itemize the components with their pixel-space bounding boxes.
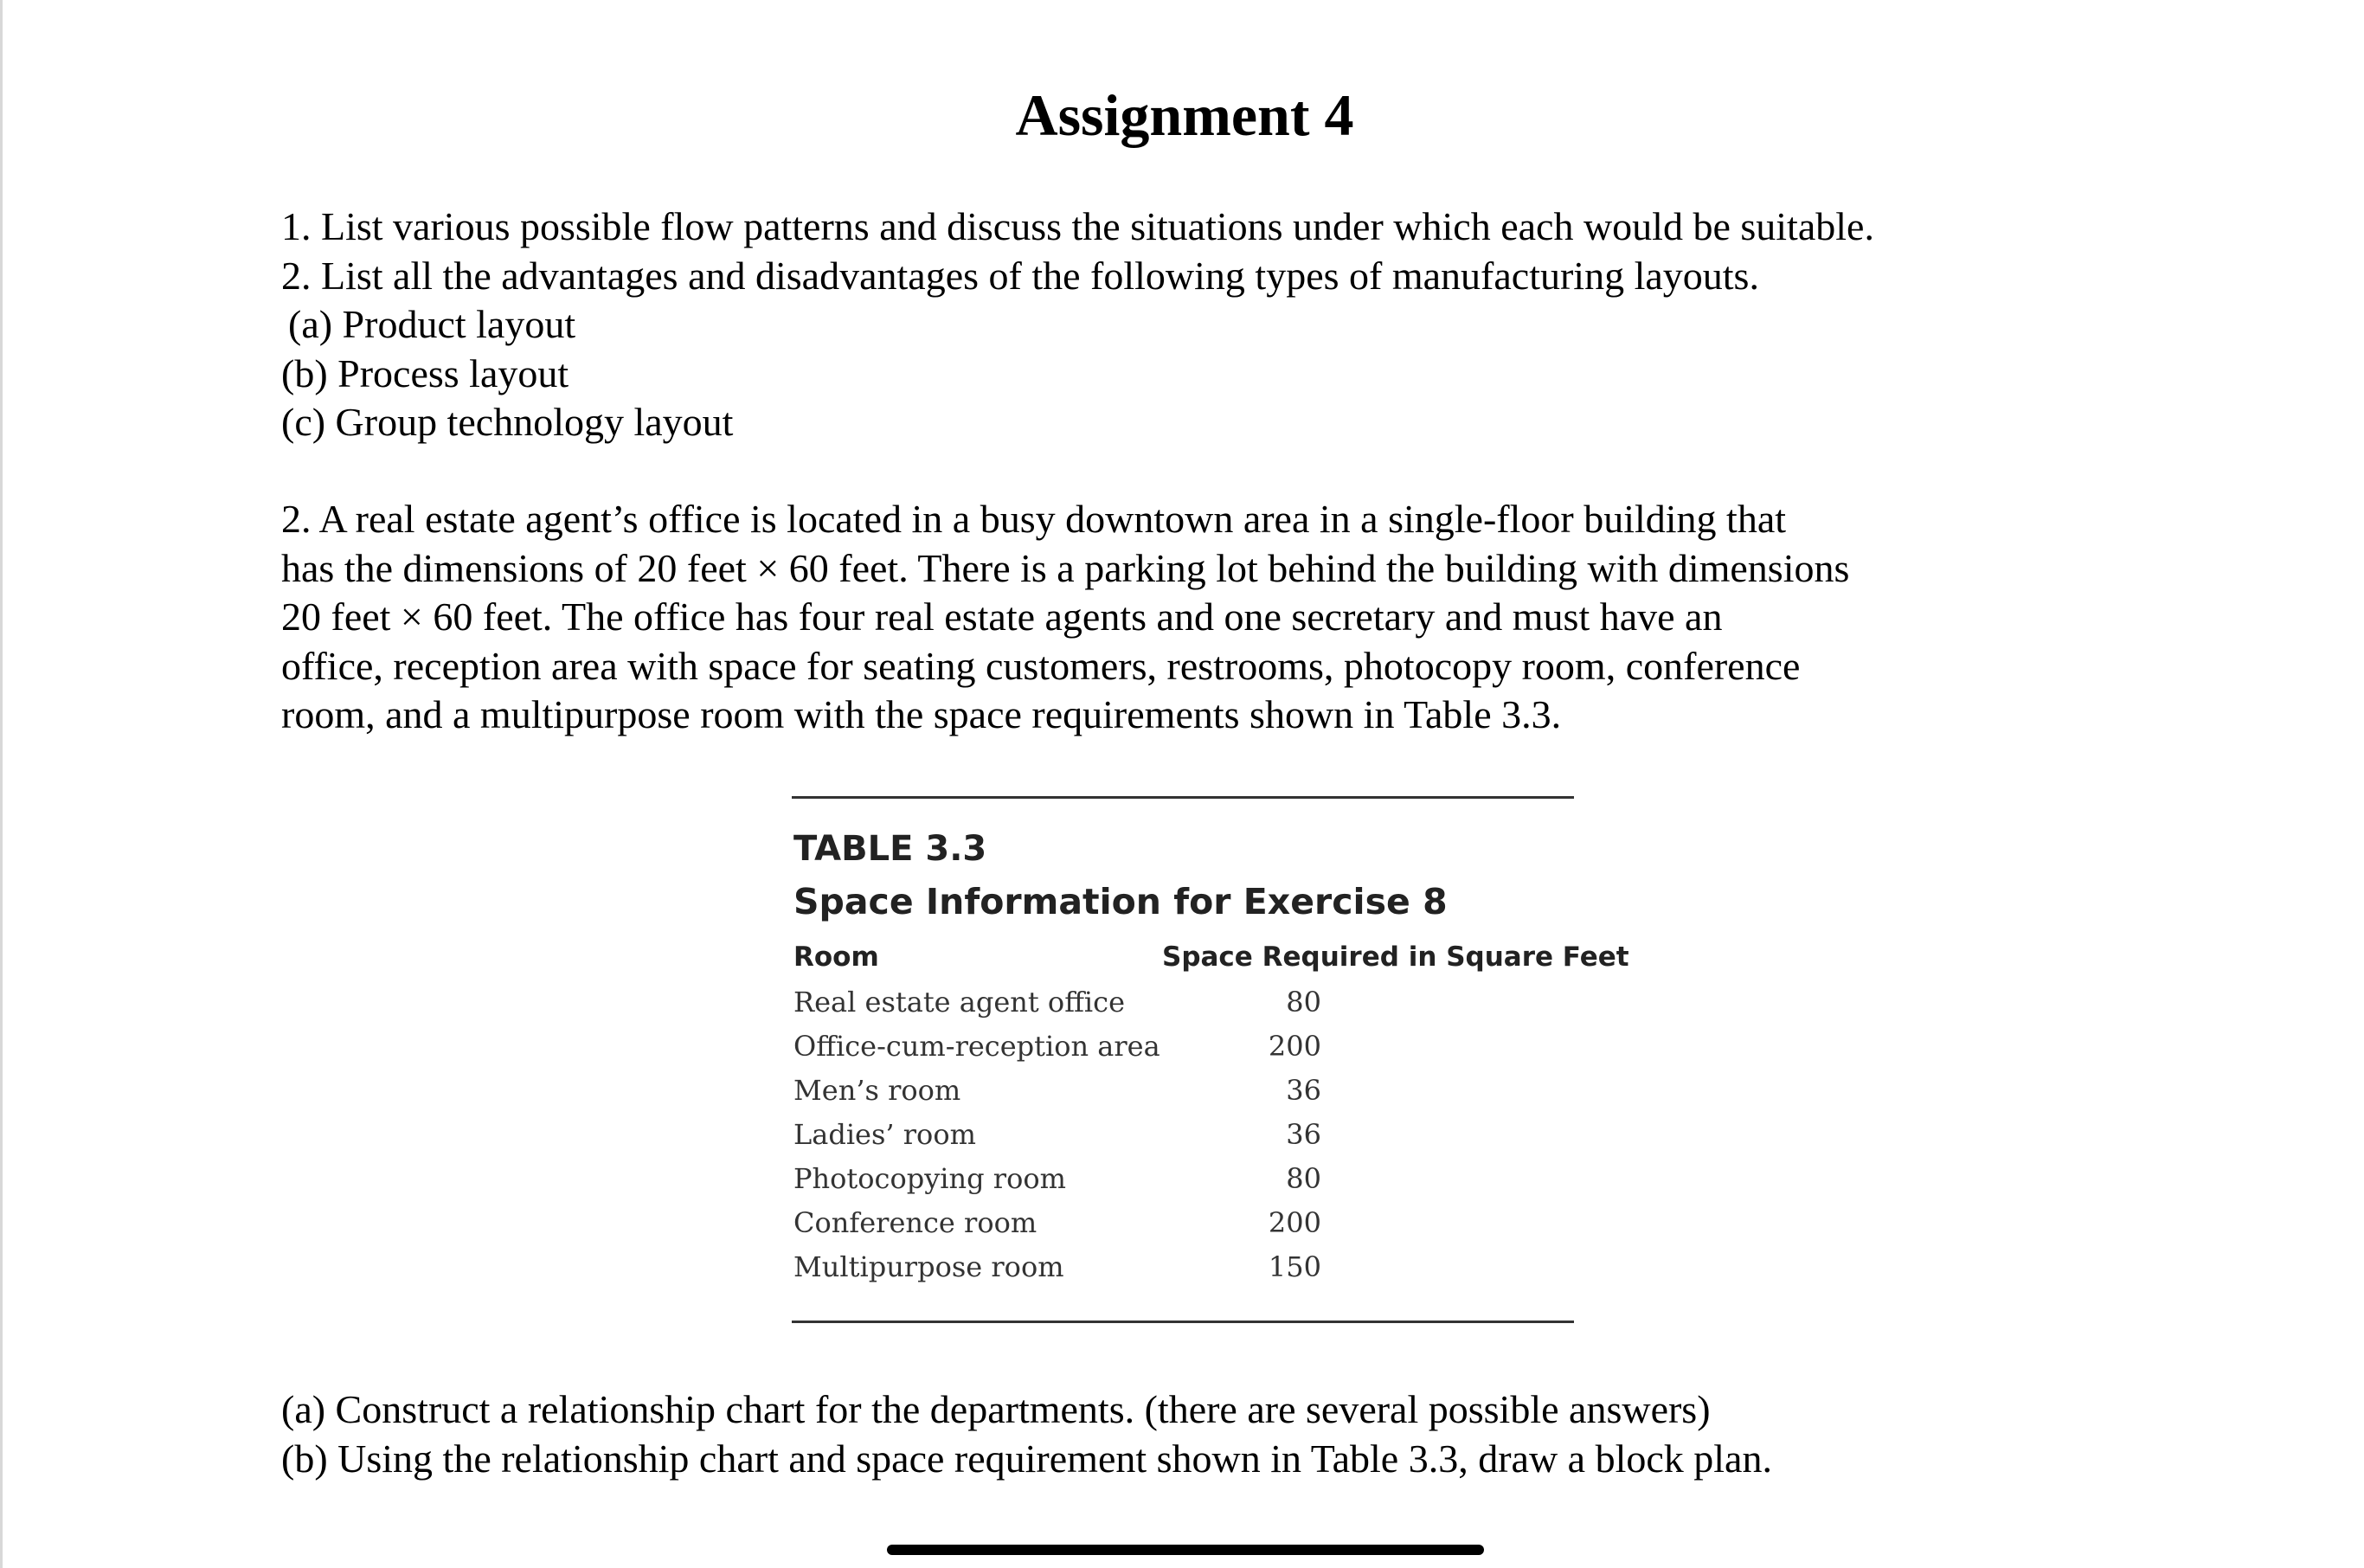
space-value: 200 [1268,1030,1321,1063]
question-line: 2. A real estate agent’s office is located in a busy downtown area in a single-floor building that [281,497,1787,541]
table-body [793,986,1399,1295]
part-a-line: (a) Construct a relationship chart for the departments. (there are several possible answers) [281,1387,1711,1431]
question-2-block [281,495,1849,740]
space-value: 36 [1286,1118,1321,1151]
question-line: 2. List all the advantages and disadvantages of the following types of manufacturing layouts. [281,253,1759,298]
space-value: 200 [1268,1206,1321,1239]
column-header-space: Space Required in Square Feet [1162,941,1629,973]
space-value: 80 [1286,986,1321,1019]
room-name: Conference room [793,1206,1037,1239]
room-name: Photocopying room [793,1162,1066,1195]
page-title: Assignment 4 [1015,82,1354,148]
table-bottom-rule [792,1321,1574,1323]
table-row [793,1162,1399,1206]
part-b-line: (b) Using the relationship chart and space requirement shown in Table 3.3, draw a block plan. [281,1436,1772,1481]
table-row [793,1030,1399,1074]
table-row [793,1250,1399,1295]
table-top-rule [792,796,1574,799]
table-row [793,986,1399,1030]
space-value: 80 [1286,1162,1321,1195]
list-item-product-layout: (a) Product layout [288,302,576,346]
question-line: office, reception area with space for seating customers, restrooms, photocopy room, conference [281,643,1801,688]
question-line: 20 feet × 60 feet. The office has four real estate agents and one secretary and must have an [281,594,1723,639]
list-item-group-technology-layout: (c) Group technology layout [281,400,734,444]
column-header-room: Room [793,941,879,973]
room-name: Men’s room [793,1074,961,1107]
parts-block [281,1385,1772,1483]
list-item-process-layout: (b) Process layout [281,350,569,395]
table-row [793,1118,1399,1162]
question-line: room, and a multipurpose room with the space requirements shown in Table 3.3. [281,692,1562,736]
space-value: 150 [1268,1250,1321,1283]
table-row [793,1074,1399,1118]
table-label: TABLE 3.3 [793,829,987,869]
question-line: 1. List various possible flow patterns and discuss the situations under which each would be suitable. [281,204,1874,248]
table-caption: Space Information for Exercise 8 [793,881,1448,922]
space-value: 36 [1286,1074,1321,1107]
home-indicator-bar[interactable] [887,1545,1484,1555]
question-1-block [281,202,1874,447]
table-row [793,1206,1399,1250]
room-name: Real estate agent office [793,986,1126,1019]
room-name: Ladies’ room [793,1118,976,1151]
question-line: has the dimensions of 20 feet × 60 feet. There is a parking lot behind the building with dimensions [281,545,1850,590]
room-name: Office-cum-reception area [793,1030,1160,1063]
room-name: Multipurpose room [793,1250,1064,1283]
